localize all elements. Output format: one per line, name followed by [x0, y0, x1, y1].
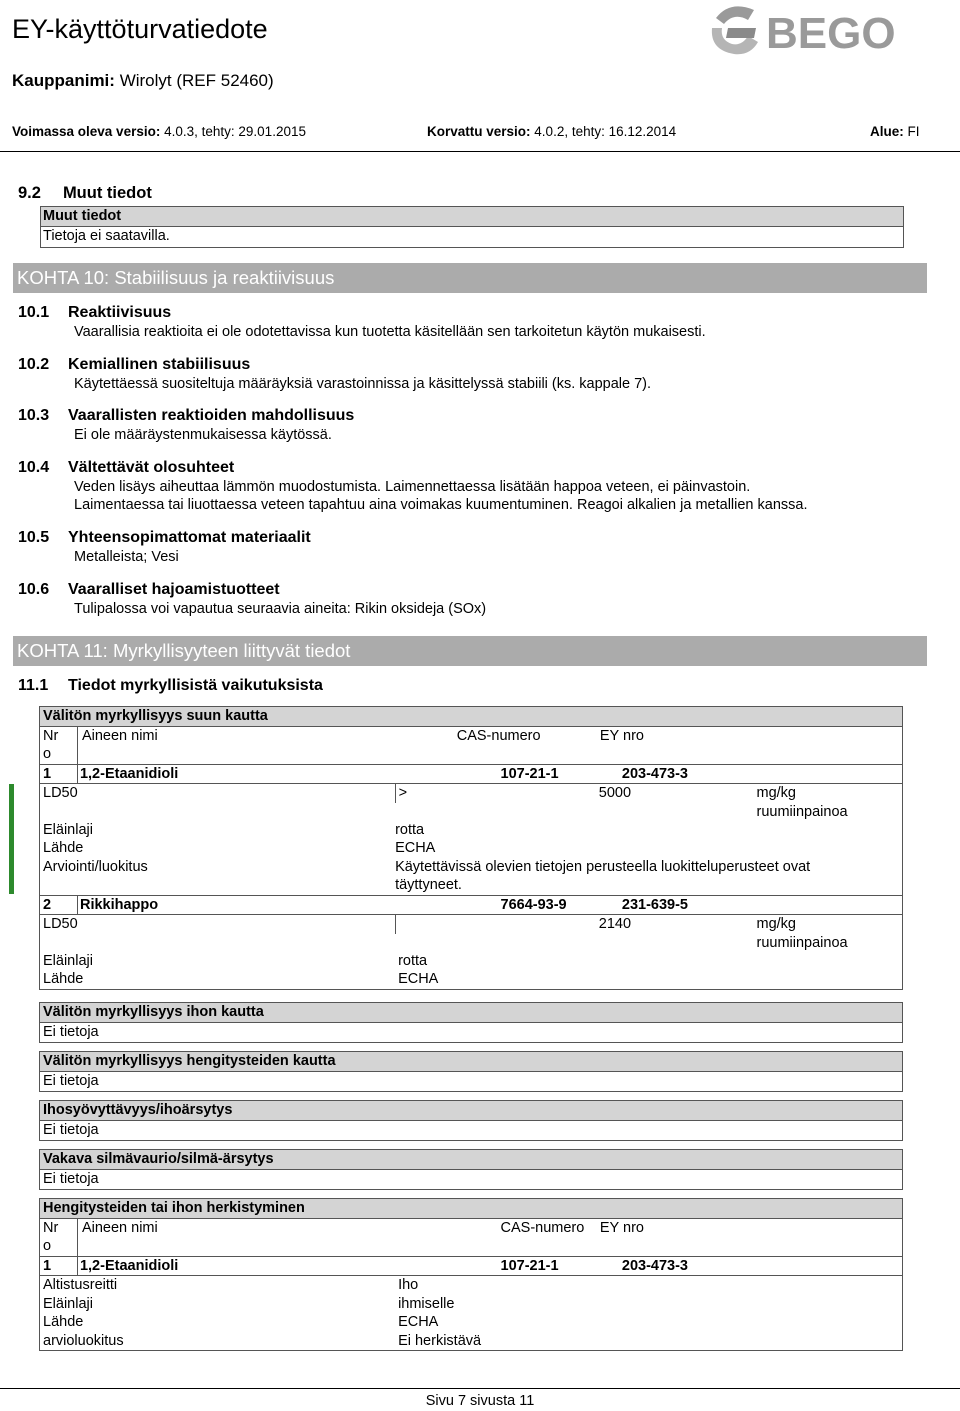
- eye-damage-box: [39, 1149, 903, 1190]
- dermal-toxicity-heading: Välitön myrkyllisyys ihon kautta: [40, 1003, 902, 1023]
- section-10-2-text: Käytettäessä suositeltuja määräyksiä varastoinnissa ja käsittelyssä stabiili (ks. kappale 7).: [74, 376, 652, 392]
- sens-name: 1,2-Etaanidioli: [79, 1257, 179, 1274]
- sens-label-assessment: arvioluokitus: [43, 1332, 124, 1349]
- oral-toxicity-heading: Välitön myrkyllisyys suun kautta: [40, 707, 903, 727]
- section-10-4-text: Laimentaessa tai liuottaessa veteen tapahtuu aina voimakas kuumentuminen. Reagoi alkalien ja metallien kanssa.: [74, 497, 808, 513]
- sub2-source: ECHA: [398, 971, 439, 987]
- header-divider: [0, 151, 960, 152]
- sub2-label-source: Lähde: [43, 971, 84, 987]
- sens-route: Iho: [398, 1277, 419, 1293]
- other-info-box-body: Tietoja ei saatavilla.: [43, 228, 170, 244]
- footer-divider: [0, 1388, 960, 1389]
- col-substance: Aineen nimi: [81, 727, 158, 744]
- other-info-box: [40, 206, 904, 248]
- sens-ey: 203-473-3: [621, 1257, 688, 1274]
- sub1-ey: 203-473-3: [621, 765, 688, 782]
- sub2-ld50: LD50: [40, 915, 396, 934]
- logo-mark-icon: [712, 6, 758, 54]
- section-10-6-heading: 10.6 Vaaralliset hajoamistuotteet: [18, 581, 280, 598]
- replaced-version: Korvattu versio: 4.0.2, tehty: 16.12.2014: [427, 124, 677, 139]
- logo-text: BEGO: [766, 9, 896, 56]
- sub1-operator: >: [395, 784, 598, 803]
- section-11-1-heading: 11.1 Tiedot myrkyllisistä vaikutuksista: [18, 677, 323, 694]
- trade-name: Kauppanimi: Wirolyt (REF 52460): [12, 71, 274, 90]
- sub1-nr: 1: [40, 764, 78, 784]
- sens-nr: 1: [40, 1256, 78, 1276]
- sensitisation-table: Hengitysteiden tai ihon herkistyminen Nr o Aineen nimi CAS-numero EY nro 1 1,2-Etaanidioli 107-21-1 203-473-3 Altistusreitti Eläinlaji Lähde arvioluokitus Iho ihmiselle ECHA Ei herkistävä: [39, 1198, 903, 1351]
- sens-species: ihmiselle: [398, 1295, 455, 1312]
- section-10-4-heading: 10.4 Vältettävät olosuhteet: [18, 459, 235, 476]
- sub2-species: rotta: [398, 952, 428, 969]
- sub1-cas: 107-21-1: [500, 765, 559, 782]
- sens-col-nr: Nr: [43, 1219, 59, 1236]
- valid-version: Voimassa oleva versio: 4.0.3, tehty: 29.01.2015: [12, 124, 306, 139]
- change-marker-bar: [9, 784, 14, 894]
- skin-corrosion-box: [39, 1100, 903, 1141]
- sub2-cas: 7664-93-9: [500, 896, 567, 913]
- section-10-1-heading: 10.1 Reaktiivisuus: [18, 304, 172, 321]
- other-info-box-head: Muut tiedot: [41, 207, 903, 227]
- section-10-banner: KOHTA 10: Stabiilisuus ja reaktiivisuus: [13, 263, 927, 293]
- sens-cas: 107-21-1: [500, 1257, 559, 1274]
- skin-corrosion-value: Ei tietoja: [43, 1122, 99, 1138]
- bego-logo: [708, 4, 923, 56]
- sens-col-cas: CAS-numero: [500, 1219, 585, 1236]
- sub1-assessment: Käytettävissä olevien tietojen perusteella luokitteluperusteet ovat täyttyneet.: [395, 858, 811, 893]
- col-nr: Nr: [43, 727, 59, 744]
- sens-col-substance: Aineen nimi: [81, 1219, 158, 1236]
- eye-damage-value: Ei tietoja: [43, 1171, 99, 1187]
- sub1-label-assessment: Arviointi/luokitus: [43, 858, 148, 875]
- sens-col-ey: EY nro: [599, 1219, 644, 1236]
- eye-damage-heading: Vakava silmävaurio/silmä-ärsytys: [40, 1150, 902, 1170]
- document-title: EY-käyttöturvatiedote: [12, 14, 268, 44]
- page-number: Sivu 7 sivusta 11: [425, 1393, 535, 1409]
- region: Alue: FI: [870, 124, 920, 139]
- sens-assessment: Ei herkistävä: [398, 1332, 482, 1349]
- col-cas: CAS-numero: [456, 727, 541, 744]
- sub2-unit: mg/kg: [756, 916, 796, 932]
- sub2-label-species: Eläinlaji: [43, 952, 93, 969]
- inhalation-toxicity-heading: Välitön myrkyllisyys hengitysteiden kautta: [40, 1052, 902, 1072]
- inhalation-toxicity-box: [39, 1051, 903, 1092]
- section-10-6-text: Tulipalossa voi vapautua seuraavia aineita: Rikin oksideja (SOx): [74, 601, 487, 617]
- section-9-2-heading: 9.2 Muut tiedot: [18, 184, 152, 202]
- inhalation-toxicity-value: Ei tietoja: [43, 1073, 99, 1089]
- section-10-2-heading: 10.2 Kemiallinen stabiilisuus: [18, 356, 251, 373]
- col-ey: EY nro: [599, 727, 644, 744]
- oral-toxicity-table: Välitön myrkyllisyys suun kautta Nr o Aineen nimi CAS-numero EY nro 1 1,2-Etaanidioli 107-21-1 203-473-3 LD50 > 5000 mg/kg ruumiinpainoa Eläinlaji Lähde Arviointi/luokitus rotta ECHA Käytettävissä olevien tietojen perusteella luokitteluperusteet ovat täyttyneet. 2 Rikkihappo 7664-93-9 231-639-5 LD50 2140 mg/kg ruumiinpainoa Eläinlaji Lähde rotta ECHA: [39, 706, 903, 990]
- sub2-name: Rikkihappo: [79, 896, 159, 913]
- sub1-source: ECHA: [395, 840, 436, 856]
- sub2-nr: 2: [40, 895, 78, 915]
- dermal-toxicity-box: [39, 1002, 903, 1043]
- sub2-value: 2140: [598, 916, 632, 932]
- sub2-ey: 231-639-5: [621, 896, 688, 913]
- section-10-4-text: Veden lisäys aiheuttaa lämmön muodostumista. Laimennettaessa lisätään happoa veteen, ei päinvastoin.: [74, 479, 751, 495]
- dermal-toxicity-value: Ei tietoja: [43, 1024, 99, 1040]
- sub1-name: 1,2-Etaanidioli: [79, 765, 179, 782]
- section-10-5-text: Metalleista; Vesi: [74, 549, 179, 565]
- sens-label-species: Eläinlaji: [43, 1295, 93, 1312]
- sub1-species: rotta: [395, 821, 425, 838]
- sens-label-route: Altistusreitti: [43, 1277, 118, 1293]
- section-10-5-heading: 10.5 Yhteensopimattomat materiaalit: [18, 529, 311, 546]
- sens-source: ECHA: [398, 1314, 439, 1330]
- section-10-3-text: Ei ole määräystenmukaisessa käytössä.: [74, 427, 332, 443]
- sub1-value: 5000: [598, 785, 632, 801]
- section-11-banner: KOHTA 11: Myrkyllisyyteen liittyvät tiedot: [13, 636, 927, 666]
- sub1-label-species: Eläinlaji: [43, 821, 93, 838]
- sub1-unit: mg/kg: [756, 785, 796, 801]
- sub1-label-source: Lähde: [43, 840, 84, 856]
- sens-label-source: Lähde: [43, 1314, 84, 1330]
- sub1-ld50: LD50: [40, 784, 396, 803]
- sensitisation-heading: Hengitysteiden tai ihon herkistyminen: [40, 1199, 903, 1219]
- section-10-3-heading: 10.3 Vaarallisten reaktioiden mahdollisuus: [18, 407, 355, 424]
- section-10-1-text: Vaarallisia reaktioita ei ole odotettavissa kun tuotetta käsitellään sen tarkoitetun käytön mukaisesti.: [74, 324, 706, 340]
- skin-corrosion-heading: Ihosyövyttävyys/ihoärsytys: [40, 1101, 902, 1121]
